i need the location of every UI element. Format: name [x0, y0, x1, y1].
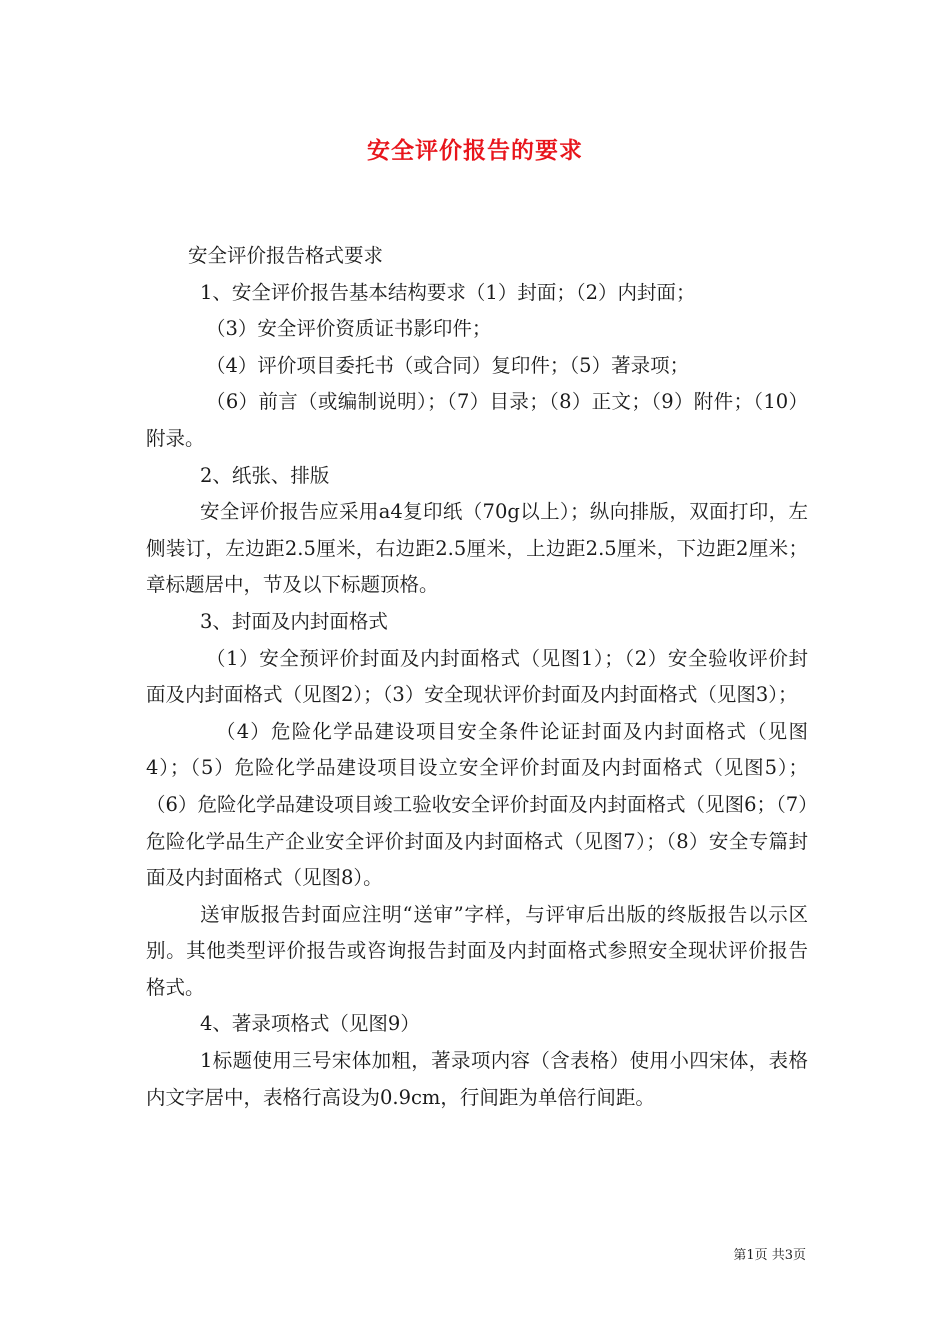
paragraph-structure-requirements: 1、安全评价报告基本结构要求（1）封面；（2）内封面；	[200, 280, 696, 304]
paragraph-review-version: 送审版报告封面应注明“送审”字样，与评审后出版的终版报告以示区别。其他类型评价报告或咨询报告封面及内封面格式参照安全现状评价报告格式。	[146, 902, 808, 999]
page-title: 安全评价报告的要求	[367, 137, 583, 164]
document-body	[146, 238, 808, 1116]
paragraph-record-format: 1标题使用三号宋体加粗，著录项内容（含表格）使用小四宋体，表格内文字居中，表格行高设为0.9cm，行间距为单倍行间距。	[146, 1049, 808, 1109]
paragraph-preface-contents: （6）前言（或编制说明）；（7）目录；（8）正文；（9）附件；（10）附录。	[146, 390, 808, 450]
paragraph-cover-heading: 3、封面及内封面格式	[200, 609, 388, 633]
paragraph-paper-layout: 安全评价报告应采用a4复印纸（70g以上）；纵向排版，双面打印，左侧装订，左边距2.5厘米，右边距2.5厘米，上边距2.5厘米，下边距2厘米；章标题居中，节及以下标题顶格。	[146, 500, 808, 597]
paragraph-qualification-copy: （3）安全评价资质证书影印件；	[206, 317, 492, 341]
paragraph-paper-layout-heading: 2、纸张、排版	[200, 463, 330, 487]
paragraph-entrustment-copy: （4）评价项目委托书（或合同）复印件；（5）著录项；	[206, 353, 690, 377]
paragraph-record-heading: 4、著录项格式（见图9）	[200, 1012, 420, 1036]
paragraph-cover-formats-2: （4）危险化学品建设项目安全条件论证封面及内封面格式（见图4）；（5）危险化学品建设项目设立安全评价封面及内封面格式（见图5）；（6）危险化学品建设项目竣工验收安全评价封面及内封面格式（见图6；（7）危险化学品生产企业安全评价封面及内封面格式（见图7）；（8）安全专篇封面及内封面格式（见图8）。	[146, 719, 808, 890]
page-footer: 第1页 共3页	[733, 1248, 806, 1263]
paragraph-cover-formats-1: （1）安全预评价封面及内封面格式（见图1）；（2）安全验收评价封面及内封面格式（见图2）；（3）安全现状评价封面及内封面格式（见图3）；	[146, 646, 808, 707]
paragraph-format-heading: 安全评价报告格式要求	[188, 244, 384, 267]
